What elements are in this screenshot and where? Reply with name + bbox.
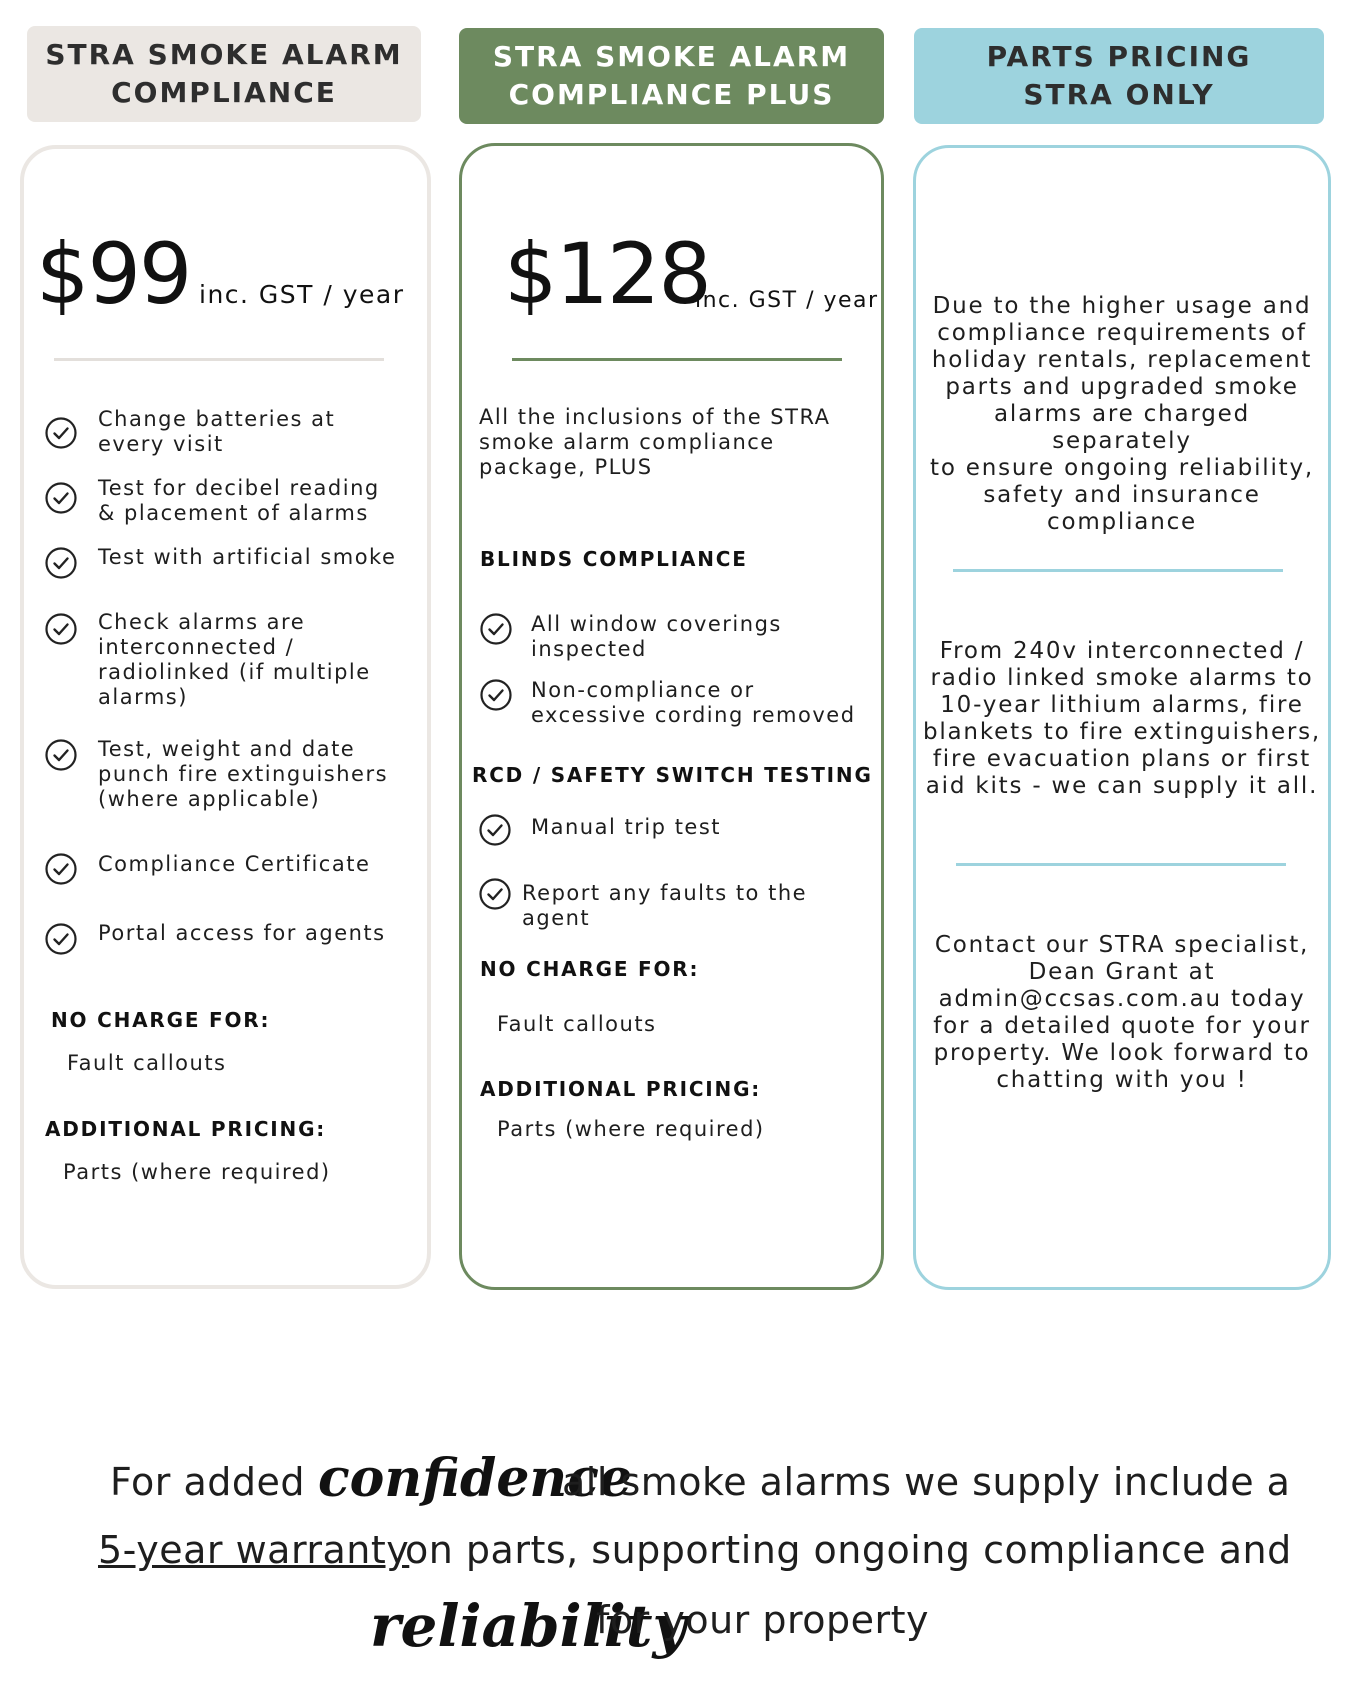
footer-warranty-link[interactable]: 5-year warranty xyxy=(98,1528,410,1572)
check-circle-icon xyxy=(44,922,78,956)
parts-divider-2 xyxy=(956,863,1286,866)
check-circle-icon xyxy=(479,678,513,712)
footer-script-confidence: confidence xyxy=(318,1448,632,1509)
check-circle-icon xyxy=(44,481,78,515)
basic-inclusion-item-text: Compliance Certificate xyxy=(98,852,371,876)
check-circle-icon xyxy=(479,612,513,646)
check-circle-icon xyxy=(44,612,78,646)
footer-line1-start: For added xyxy=(110,1460,305,1504)
rcd-heading: RCD / SAFETY SWITCH TESTING xyxy=(472,763,873,787)
plus-plan-header: STRA SMOKE ALARM COMPLIANCE PLUS xyxy=(459,28,884,124)
basic-plan-divider xyxy=(54,358,384,361)
footer-line3-end: for your property xyxy=(596,1598,930,1642)
basic-inclusion-item-text: Change batteries at every visit xyxy=(98,407,336,456)
plus-plan-divider xyxy=(512,358,842,361)
basic-inclusion-item-text: Test with artificial smoke xyxy=(98,545,397,569)
check-circle-icon xyxy=(44,852,78,886)
check-circle-icon xyxy=(478,877,512,911)
check-circle-icon xyxy=(44,416,78,450)
parts-paragraph-contact: Contact our STRA specialist, Dean Grant at admin@ccsas.com.au today for a detailed quote for your property. We look forward to chatting with you ! xyxy=(933,932,1311,1093)
check-circle-icon xyxy=(44,546,78,580)
blinds-heading: BLINDS COMPLIANCE xyxy=(480,547,748,571)
basic-no-charge-heading: NO CHARGE FOR: xyxy=(51,1008,271,1032)
basic-additional-heading: ADDITIONAL PRICING: xyxy=(45,1117,327,1141)
parts-paragraph-usage: Due to the higher usage and compliance requirements of holiday rentals, replacement parts and upgraded smoke alarms are charged separately to ensure ongoing reliability, safety and insurance compliance xyxy=(930,293,1314,535)
basic-additional-item: Parts (where required) xyxy=(63,1160,331,1184)
basic-inclusion-item-text: Test for decibel reading & placement of alarms xyxy=(98,476,380,525)
basic-plan-header: STRA SMOKE ALARM COMPLIANCE xyxy=(27,26,421,122)
plus-no-charge-item: Fault callouts xyxy=(497,1012,657,1036)
parts-paragraph-supply: From 240v interconnected / radio linked smoke alarms to 10-year lithium alarms, fire blankets to fire extinguishers, fire evacuation plans or first aid kits - we can supply it all. xyxy=(922,638,1322,799)
basic-inclusion-item-text: Test, weight and date punch fire extinguishers (where applicable) xyxy=(98,737,389,811)
basic-no-charge-item: Fault callouts xyxy=(67,1051,227,1075)
blinds-item-text: Non-compliance or excessive cording removed xyxy=(531,678,856,727)
plus-plan-price: $128 xyxy=(504,225,710,323)
plus-additional-heading: ADDITIONAL PRICING: xyxy=(480,1077,762,1101)
check-circle-icon xyxy=(478,813,512,847)
plus-plan-price-suffix: inc. GST / year xyxy=(695,288,879,313)
basic-plan-price-suffix: inc. GST / year xyxy=(199,280,405,309)
blinds-item-text: All window coverings inspected xyxy=(531,612,782,661)
footer-line1-end: all smoke alarms we supply include a xyxy=(562,1460,1291,1504)
parts-divider-1 xyxy=(953,569,1283,572)
footer-line2-end: on parts, supporting ongoing compliance and xyxy=(405,1528,1292,1572)
basic-plan-price: $99 xyxy=(36,225,191,323)
rcd-item-text: Manual trip test xyxy=(531,815,722,839)
plus-intro: All the inclusions of the STRA smoke alarm compliance package, PLUS xyxy=(479,405,831,479)
basic-inclusion-item-text: Check alarms are interconnected / radiolinked (if multiple alarms) xyxy=(98,610,371,709)
basic-inclusion-item-text: Portal access for agents xyxy=(98,921,386,945)
plus-additional-item: Parts (where required) xyxy=(497,1117,765,1141)
check-circle-icon xyxy=(44,738,78,772)
plus-no-charge-heading: NO CHARGE FOR: xyxy=(480,957,700,981)
rcd-item-text: Report any faults to the agent xyxy=(522,881,808,930)
footer-script-reliability: reliability xyxy=(370,1592,687,1660)
parts-pricing-header: PARTS PRICING STRA ONLY xyxy=(914,28,1324,124)
